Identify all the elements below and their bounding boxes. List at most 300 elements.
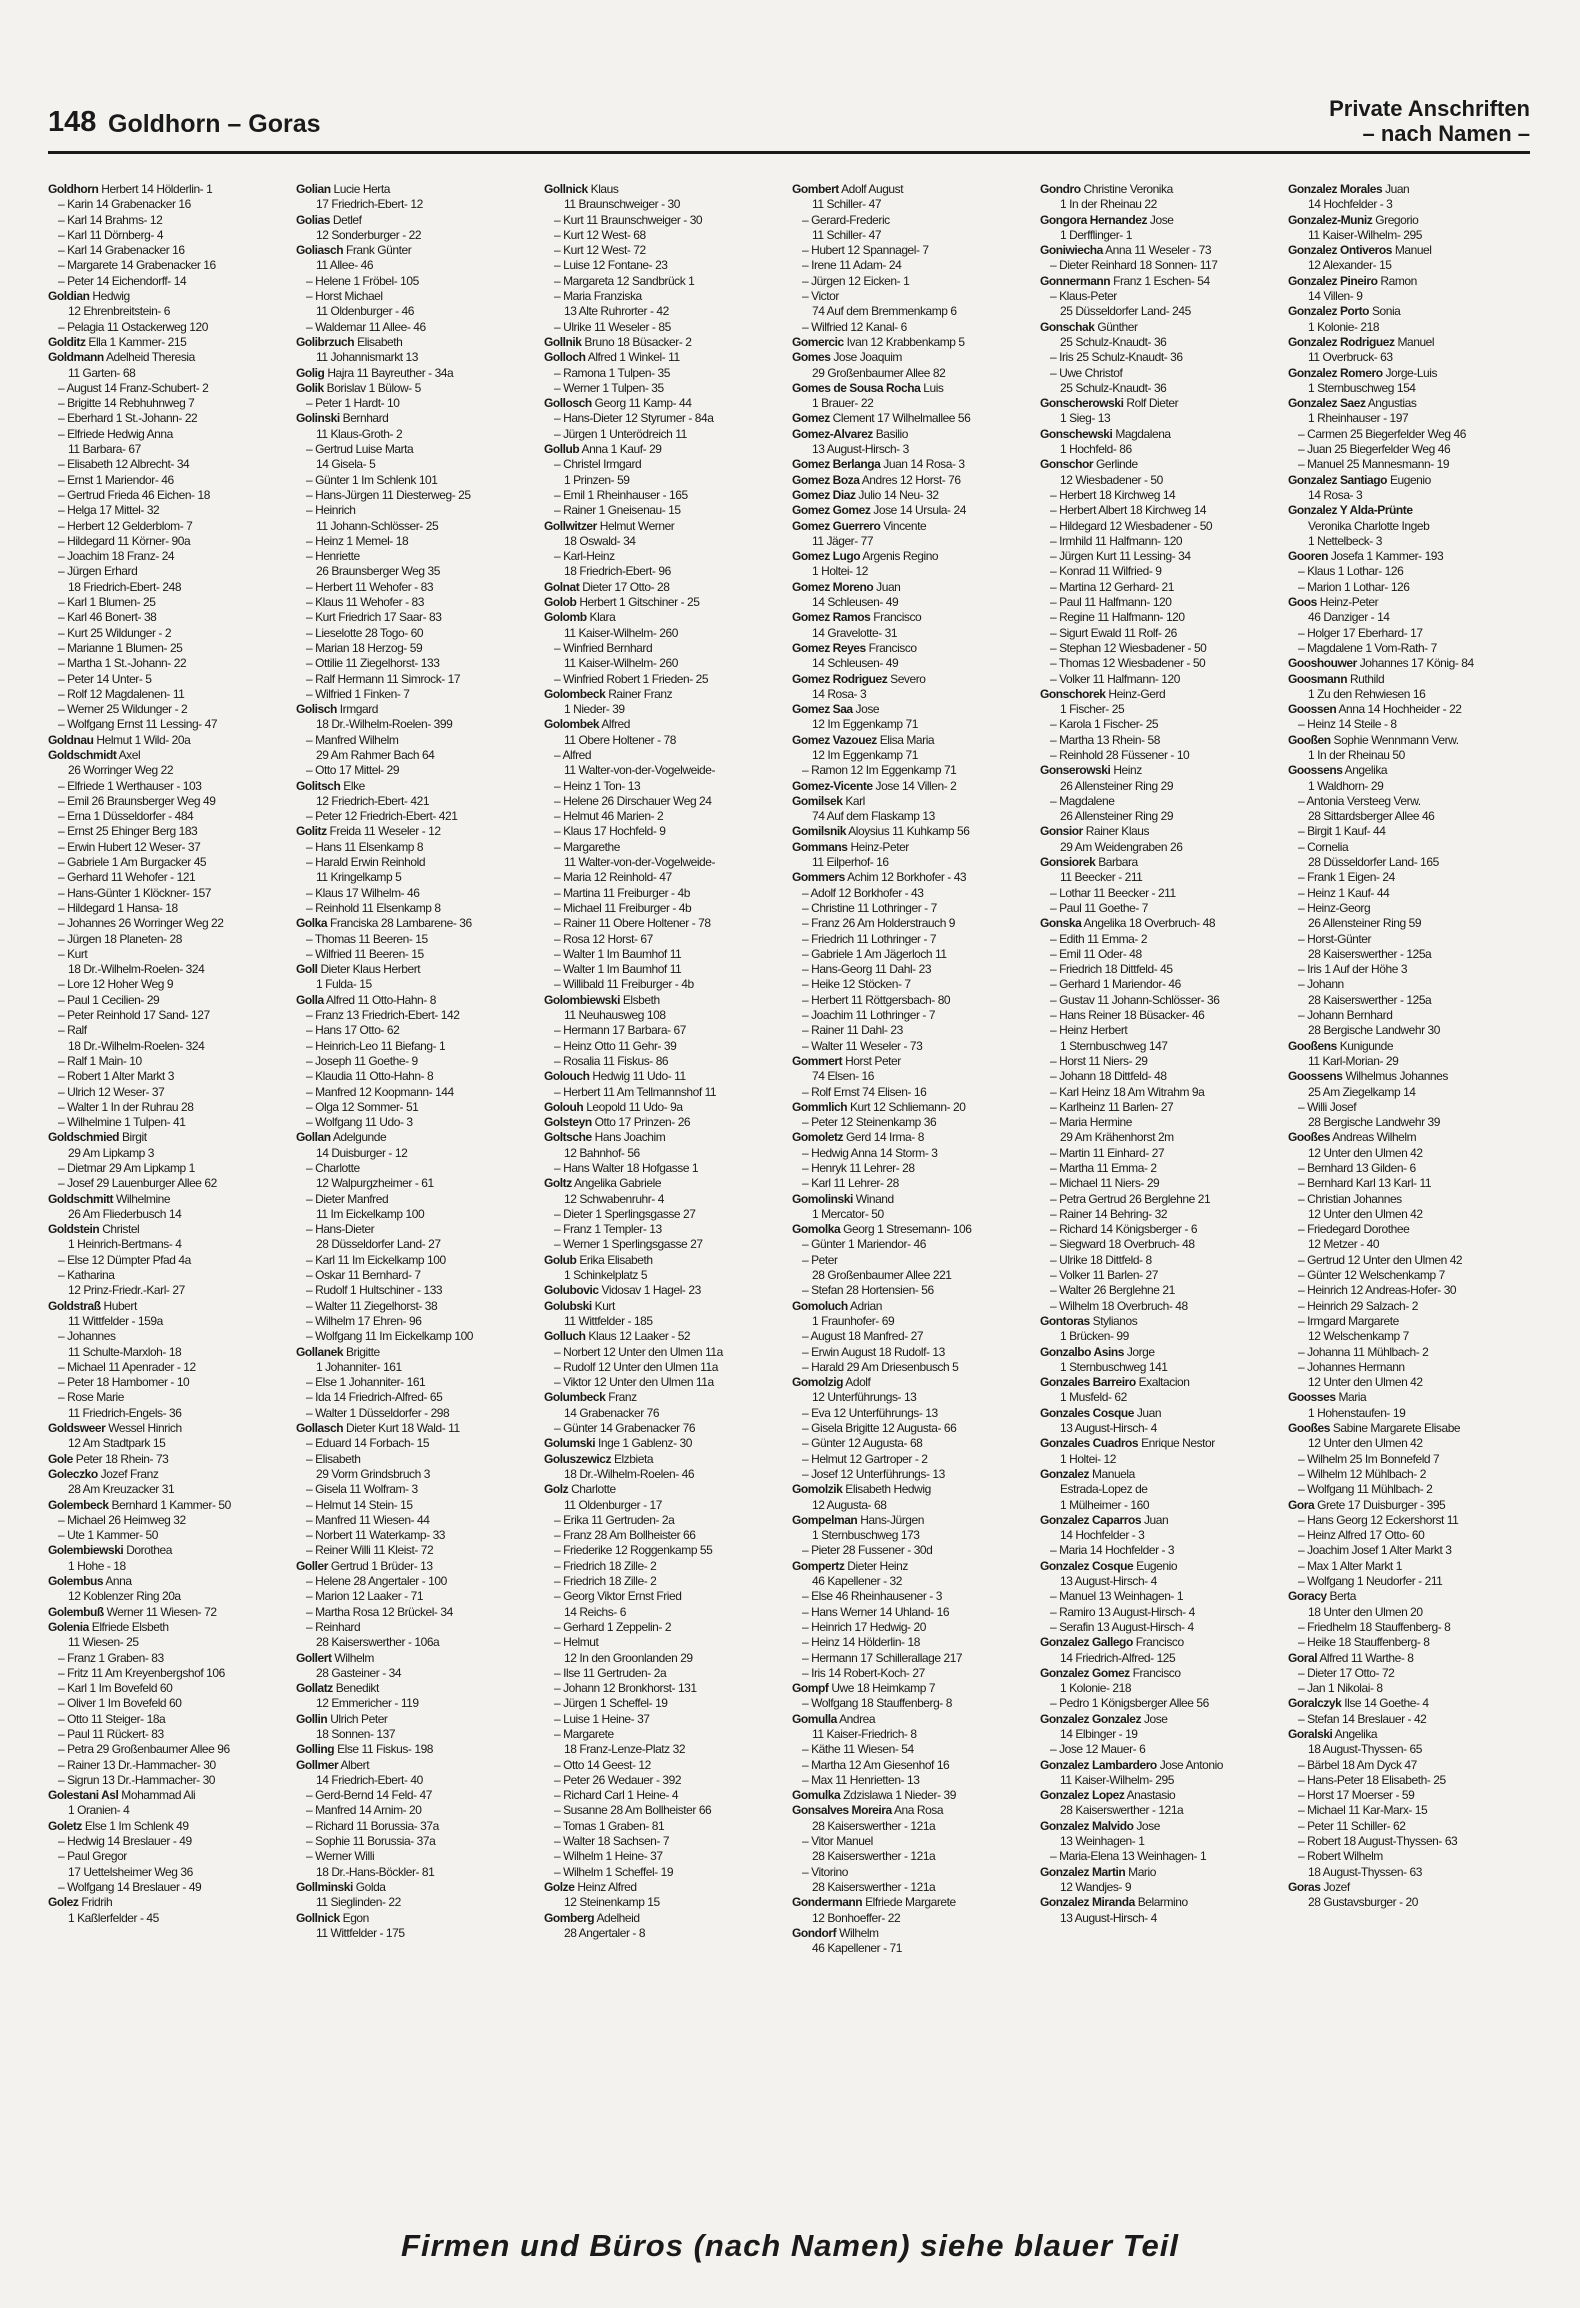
entry-details: – Heinz-Georg [1298, 900, 1371, 915]
entry-surname: Gomolinski [792, 1191, 853, 1206]
entry-details: – Gerd-Bernd 14 Feld- 47 [306, 1788, 432, 1803]
directory-entry [792, 1895, 1034, 1910]
entry-details: Ramon [1380, 273, 1417, 288]
directory-entry [544, 1727, 786, 1742]
directory-entry [792, 274, 1034, 289]
directory-entry [1288, 534, 1530, 549]
directory-entry [48, 1436, 290, 1451]
directory-entry [296, 947, 538, 962]
directory-entry [1040, 1360, 1282, 1375]
entry-details: Eugenio [1136, 1558, 1178, 1573]
entry-details: – Peter Reinhold 17 Sand- 127 [58, 1008, 210, 1023]
entry-details: 29 Am Weidengraben 26 [1060, 839, 1183, 854]
directory-entry [1040, 1176, 1282, 1191]
entry-details: – Maria 14 Hochfelder - 3 [1050, 1543, 1175, 1558]
entry-details: Ivan 12 Krabbenkamp 5 [846, 334, 965, 349]
entry-surname: Gonsiorek [1040, 855, 1096, 870]
directory-entry [296, 916, 538, 931]
directory-entry [296, 1742, 538, 1757]
entry-surname: Gompertz [792, 1558, 845, 1573]
directory-entry [792, 1803, 1034, 1818]
directory-entry [296, 1115, 538, 1130]
entry-details: 28 Bergische Landwehr 39 [1308, 1115, 1440, 1130]
entry-details: – Max 1 Alter Markt 1 [1298, 1558, 1402, 1573]
entry-details: – Else 1 Johanniter- 161 [306, 1375, 426, 1390]
entry-surname: Gonzalez [1040, 1466, 1090, 1481]
entry-surname: Golisch [296, 702, 337, 717]
directory-entry [792, 243, 1034, 258]
directory-entry [1288, 411, 1530, 426]
directory-entry [792, 1849, 1034, 1864]
entry-surname: Golluch [544, 1329, 586, 1344]
entry-surname: Gooßen [1288, 732, 1331, 747]
directory-entry [296, 1039, 538, 1054]
directory-entry [1040, 1452, 1282, 1467]
entry-details: – Franz 13 Friedrich-Ebert- 142 [306, 1008, 460, 1023]
entry-surname: Gomez Diaz [792, 487, 856, 502]
directory-entry [1040, 580, 1282, 595]
directory-entry [544, 1299, 786, 1314]
directory-entry [792, 947, 1034, 962]
directory-entry [48, 1161, 290, 1176]
entry-details: – Gerhard 1 Zeppelin- 2 [554, 1619, 672, 1634]
entry-details: Juan [1385, 182, 1410, 196]
entry-surname: Goossens [1288, 763, 1343, 778]
entry-details: – August 18 Manfred- 27 [802, 1329, 924, 1344]
directory-entry [48, 1911, 290, 1926]
directory-entry [544, 1176, 786, 1191]
directory-entry [1288, 779, 1530, 794]
directory-entry [296, 1436, 538, 1451]
entry-details: – Michael 11 Kar-Marx- 15 [1298, 1803, 1428, 1818]
entry-details: Frank Günter [345, 243, 412, 258]
directory-entry [1040, 519, 1282, 534]
directory-entry [48, 503, 290, 518]
directory-entry [1288, 182, 1530, 197]
entry-details: 12 Am Stadtpark 15 [68, 1436, 166, 1451]
directory-entry [792, 549, 1034, 564]
directory-entry [544, 672, 786, 687]
entry-details: 11 Kaiser-Wilhelm- 295 [1060, 1772, 1174, 1787]
directory-entry [1288, 1681, 1530, 1696]
directory-entry [1040, 870, 1282, 885]
entry-surname: Golob [544, 595, 577, 610]
entry-details: – Peter 14 Unter- 5 [58, 671, 152, 686]
directory-entry [544, 1681, 786, 1696]
directory-entry [48, 1467, 290, 1482]
entry-details: Borislav 1 Bülow- 5 [326, 380, 421, 395]
entry-details: – Else 46 Rheinhausener - 3 [802, 1589, 942, 1604]
entry-details: – Herbert Albert 18 Kirchweg 14 [1050, 503, 1207, 518]
directory-entry [48, 1528, 290, 1543]
entry-details: 14 Schleusen- 49 [812, 656, 899, 671]
entry-surname: Gollatz [296, 1681, 333, 1696]
directory-entry [544, 304, 786, 319]
directory-entry [48, 977, 290, 992]
directory-entry [1040, 366, 1282, 381]
directory-entry [544, 1283, 786, 1298]
entry-details: – Manuel 13 Weinhagen- 1 [1050, 1589, 1184, 1604]
directory-entry [544, 1498, 786, 1513]
entry-details: – Karl 14 Brahms- 12 [58, 212, 163, 227]
entry-details: Birgit [121, 1130, 147, 1145]
entry-details: 11 Karl-Morian- 29 [1308, 1053, 1399, 1068]
directory-entry [792, 1115, 1034, 1130]
entry-details: 11 Kaiser-Wilhelm- 260 [564, 625, 678, 640]
entry-details: – Gertrud 12 Unter den Ulmen 42 [1298, 1252, 1463, 1267]
entry-surname: Golenia [48, 1619, 89, 1634]
entry-surname: Golditz [48, 334, 86, 349]
entry-details: Alfred 11 Warthe- 8 [1319, 1650, 1414, 1665]
directory-entry [1040, 1482, 1282, 1497]
entry-surname: Gonzalez Saez [1288, 396, 1366, 411]
entry-details: 1 Sternbuschweg 154 [1308, 380, 1416, 395]
entry-details: Manuel [1394, 243, 1432, 258]
directory-entry [48, 1039, 290, 1054]
entry-details: Aloysius 11 Kuhkamp 56 [848, 824, 970, 839]
directory-entry [296, 1345, 538, 1360]
entry-details: 14 Villen- 9 [1308, 289, 1363, 304]
directory-entry [48, 1620, 290, 1635]
entry-details: Angelika [1344, 763, 1388, 778]
entry-details: – Winfried Robert 1 Frieden- 25 [554, 671, 709, 686]
entry-details: – Karl 11 Lehrer- 28 [802, 1176, 899, 1191]
entry-surname: Gomilsek [792, 793, 843, 808]
directory-entry [296, 1314, 538, 1329]
entry-details: 1 Hohenstaufen- 19 [1308, 1405, 1406, 1420]
directory-entry [48, 442, 290, 457]
entry-details: Rainer Klaus [1085, 824, 1150, 839]
entry-details: – Herbert 11 Am Tellmannshof 11 [554, 1084, 717, 1099]
entry-details: – Rainer 11 Obere Holtener - 78 [554, 916, 711, 931]
entry-details: – Friedegard Dorothee [1298, 1222, 1410, 1237]
entry-details: Manuela [1091, 1466, 1135, 1481]
entry-surname: Gollnick [544, 182, 588, 196]
directory-entry [1040, 1696, 1282, 1711]
entry-details: 12 Ehrenbreitstein- 6 [68, 304, 170, 319]
directory-entry [792, 1452, 1034, 1467]
entry-details: – Peter 11 Schiller- 62 [1298, 1818, 1406, 1833]
directory-entry [48, 1069, 290, 1084]
entry-details: – Paul 1 Cecilien- 29 [58, 992, 160, 1007]
entry-details: 1 Kolonie- 218 [1060, 1681, 1132, 1696]
entry-surname: Gomolzig [792, 1375, 844, 1390]
directory-entry [1040, 1819, 1282, 1834]
entry-details: – Wilhelm 1 Heine- 37 [554, 1849, 663, 1864]
directory-entry [48, 1635, 290, 1650]
entry-surname: Gonzalez Gonzalez [1040, 1711, 1142, 1726]
entry-details: – Peter [802, 1252, 838, 1267]
entry-details: Sophie Wennmann Verw. [1333, 732, 1459, 747]
directory-entry [296, 672, 538, 687]
directory-entry [296, 763, 538, 778]
entry-surname: Goleczko [48, 1466, 98, 1481]
entry-surname: Gommans [792, 839, 848, 854]
entry-details: – Kurt 12 West- 68 [554, 227, 646, 242]
entry-details: Rainer Franz [608, 686, 673, 701]
entry-details: 11 Neuhausweg 108 [564, 1008, 666, 1023]
entry-details: – Karl 1 Im Bovefeld 60 [58, 1681, 173, 1696]
entry-surname: Gomez Boza [792, 472, 860, 487]
directory-entry [1040, 595, 1282, 610]
entry-details: Andreas Wilhelm [1332, 1130, 1417, 1145]
entry-surname: Gonzalez Santiago [1288, 472, 1388, 487]
directory-entry [296, 335, 538, 350]
entry-details: 14 Gravelotte- 31 [812, 625, 898, 640]
entry-details: Georg 1 Stresemann- 106 [843, 1222, 972, 1237]
entry-details: 1 In der Rheinau 22 [1060, 197, 1157, 212]
entry-surname: Goracy [1288, 1589, 1327, 1604]
entry-surname: Gonzalez Romero [1288, 365, 1383, 380]
directory-entry [792, 672, 1034, 687]
directory-entry [1288, 1008, 1530, 1023]
entry-details: – Dieter 1 Sperlingsgasse 27 [554, 1206, 696, 1221]
entry-details: 1 Fulda- 15 [316, 977, 372, 992]
directory-entry [1040, 320, 1282, 335]
directory-entry [48, 1100, 290, 1115]
entry-details: – Pedro 1 Königsberger Allee 56 [1050, 1696, 1209, 1711]
entry-details: – Helga 17 Mittel- 32 [58, 503, 160, 518]
entry-details: – Karl 11 Dörnberg- 4 [58, 227, 164, 242]
entry-details: 1 Hohe - 18 [68, 1558, 126, 1573]
entry-details: 28 Angertaler - 8 [564, 1925, 646, 1940]
directory-entry [1040, 1253, 1282, 1268]
entry-details: – Reinhold 11 Elsenkamp 8 [306, 900, 441, 915]
directory-entry [1288, 549, 1530, 564]
directory-entry [48, 1283, 290, 1298]
entry-details: 12 Unter den Ulmen 42 [1308, 1375, 1423, 1390]
entry-details: – Martina 11 Freiburger - 4b [554, 885, 690, 900]
directory-entry [1288, 840, 1530, 855]
entry-details: 28 Kaiserswerther - 121a [812, 1879, 936, 1894]
entry-surname: Gollub [544, 442, 580, 457]
entry-details: 11 Im Eickelkamp 100 [316, 1206, 425, 1221]
directory-entry [48, 656, 290, 671]
directory-column-6 [1288, 182, 1530, 2204]
directory-entry [1288, 1436, 1530, 1451]
entry-surname: Gomoletz [792, 1130, 844, 1145]
directory-entry [296, 1666, 538, 1681]
directory-entry [544, 1436, 786, 1451]
directory-entry [792, 488, 1034, 503]
directory-entry [1040, 1742, 1282, 1757]
entry-details: – Margareta 12 Sandbrück 1 [554, 273, 695, 288]
entry-details: – Jürgen Erhard [58, 564, 138, 579]
directory-entry [1040, 672, 1282, 687]
directory-entry [48, 320, 290, 335]
directory-entry [792, 1620, 1034, 1635]
entry-details: 12 Unterführungs- 13 [812, 1390, 917, 1405]
entry-surname: Gollminski [296, 1879, 353, 1894]
entry-surname: Golomb [544, 610, 587, 625]
entry-details: – Walter 1 Im Baumhof 11 [554, 946, 682, 961]
entry-details: – Günter 1 Mariendor- 46 [802, 1237, 926, 1252]
entry-details: Berta [1329, 1589, 1356, 1604]
entry-details: – Manfred 11 Wiesen- 44 [306, 1512, 430, 1527]
directory-entry [544, 442, 786, 457]
entry-details: – Erwin Hubert 12 Weser- 37 [58, 839, 201, 854]
directory-entry [1040, 1207, 1282, 1222]
entry-details: 11 Schiller- 47 [812, 227, 882, 242]
entry-details: – Jürgen Kurt 11 Lessing- 34 [1050, 549, 1191, 564]
directory-entry [296, 779, 538, 794]
entry-surname: Gonzalez-Muniz [1288, 212, 1373, 227]
directory-entry [792, 610, 1034, 625]
directory-entry [544, 1345, 786, 1360]
directory-entry [792, 1039, 1034, 1054]
entry-details: 13 Alte Ruhrorter - 42 [564, 304, 669, 319]
entry-surname: Goldmann [48, 350, 104, 365]
entry-surname: Gongora Hernandez [1040, 212, 1148, 227]
entry-details: 11 Overbruck- 63 [1308, 350, 1393, 365]
entry-details: – Klaus 1 Lothar- 126 [1298, 564, 1404, 579]
entry-details: – Olga 12 Sommer- 51 [306, 1099, 419, 1114]
directory-entry [1040, 794, 1282, 809]
entry-details: Clement 17 Wilhelmallee 56 [832, 411, 971, 426]
entry-details: – Robert 1 Alter Markt 3 [58, 1069, 174, 1084]
directory-entry [544, 901, 786, 916]
entry-surname: Gomez Rodriguez [792, 671, 888, 686]
entry-details: – Irene 11 Adam- 24 [802, 258, 902, 273]
directory-entry [1288, 656, 1530, 671]
directory-entry [1040, 1329, 1282, 1344]
entry-details: – Horst 17 Moerser - 59 [1298, 1788, 1415, 1803]
directory-entry [792, 228, 1034, 243]
entry-details: 14 Friedrich-Alfred- 125 [1060, 1650, 1176, 1665]
entry-details: 74 Auf dem Flaskamp 13 [812, 809, 935, 824]
directory-entry [544, 396, 786, 411]
entry-surname: Golze [544, 1879, 575, 1894]
entry-details: – Joachim 11 Lothringer - 7 [802, 1008, 936, 1023]
entry-surname: Goldnau [48, 732, 94, 747]
directory-entry [296, 1895, 538, 1910]
directory-entry [544, 1926, 786, 1941]
directory-entry [544, 1742, 786, 1757]
directory-entry [544, 1651, 786, 1666]
entry-surname: Goldstraß [48, 1298, 101, 1313]
entry-details: Franz 1 Eschen- 54 [1113, 273, 1210, 288]
directory-entry [1288, 503, 1530, 518]
entry-details: – Rudolf 12 Unter den Ulmen 11a [554, 1359, 718, 1374]
directory-entry [296, 1681, 538, 1696]
directory-entry [1040, 717, 1282, 732]
entry-details: – Richard Carl 1 Heine- 4 [554, 1788, 679, 1803]
entry-surname: Gompf [792, 1681, 829, 1696]
directory-entry [1288, 243, 1530, 258]
entry-details: – Konrad 11 Wilfried- 9 [1050, 564, 1162, 579]
directory-entry [792, 748, 1034, 763]
entry-details: – Peter 18 Hambomer - 10 [58, 1375, 190, 1390]
entry-surname: Gora [1288, 1497, 1315, 1512]
directory-entry [544, 1834, 786, 1849]
directory-entry [544, 733, 786, 748]
directory-entry [1040, 1758, 1282, 1773]
directory-entry [544, 1635, 786, 1650]
entry-details: – Magdalene 1 Vom-Rath- 7 [1298, 640, 1437, 655]
directory-entry [48, 794, 290, 809]
entry-details: Barbara [1098, 855, 1138, 870]
directory-entry [1288, 687, 1530, 702]
directory-entry [1288, 1253, 1530, 1268]
directory-entry [296, 1849, 538, 1864]
directory-entry [544, 1773, 786, 1788]
entry-details: 12 Im Eggenkamp 71 [812, 747, 918, 762]
directory-entry [48, 274, 290, 289]
directory-entry [296, 457, 538, 472]
directory-entry [296, 962, 538, 977]
entry-details: Stylianos [1092, 1313, 1138, 1328]
entry-details: – Heinz 1 Kauf- 44 [1298, 885, 1390, 900]
directory-entry [1040, 641, 1282, 656]
directory-entry [48, 1146, 290, 1161]
directory-entry [792, 1283, 1034, 1298]
entry-surname: Goralski [1288, 1726, 1333, 1741]
entry-details: 14 Friedrich-Ebert- 40 [316, 1772, 423, 1787]
directory-entry [48, 1788, 290, 1803]
entry-details: – Wilfried 1 Finken- 7 [306, 686, 410, 701]
entry-details: – Else 12 Dümpter Pfad 4a [58, 1252, 191, 1267]
directory-entry [544, 748, 786, 763]
directory-entry [544, 427, 786, 442]
entry-details: Hans Joachim [594, 1130, 666, 1145]
directory-entry [1288, 1299, 1530, 1314]
entry-details: Jose Joaquim [833, 350, 902, 365]
directory-entry [544, 886, 786, 901]
directory-entry [544, 656, 786, 671]
directory-entry [296, 1390, 538, 1405]
entry-details: – Friederike 12 Roggenkamp 55 [554, 1543, 713, 1558]
directory-entry [792, 1069, 1034, 1084]
entry-details: – Rudolf 1 Hultschiner - 133 [306, 1283, 443, 1298]
directory-entry [792, 1651, 1034, 1666]
entry-details: 14 Gisela- 5 [316, 457, 376, 472]
entry-details: – Johann Bernhard [1298, 1008, 1393, 1023]
directory-entry [296, 1773, 538, 1788]
entry-details: Francisco [1135, 1635, 1184, 1650]
directory-entry [48, 1192, 290, 1207]
directory-entry [1288, 1390, 1530, 1405]
directory-entry [48, 457, 290, 472]
entry-details: – Eduard 14 Forbach- 15 [306, 1436, 430, 1451]
entry-details: – Käthe 11 Wiesen- 54 [802, 1742, 914, 1757]
directory-entry [48, 779, 290, 794]
entry-surname: Gomes de Sousa Rocha [792, 380, 921, 395]
directory-entry [48, 1375, 290, 1390]
entry-details: 11 Garten- 68 [68, 365, 136, 380]
entry-surname: Goras [1288, 1879, 1321, 1894]
entry-details: Inge 1 Gablenz- 30 [597, 1436, 692, 1451]
directory-entry [48, 1130, 290, 1145]
entry-details: 12 Bahnhof- 56 [564, 1145, 640, 1160]
entry-surname: Golouh [544, 1099, 584, 1114]
entry-surname: Gomolka [792, 1222, 841, 1237]
directory-entry [544, 1559, 786, 1574]
directory-entry [792, 1788, 1034, 1803]
directory-entry [1288, 1283, 1530, 1298]
directory-entry [792, 794, 1034, 809]
entry-details: – Victor [802, 289, 839, 304]
directory-entry [1288, 320, 1530, 335]
entry-details: 12 Schwabenruhr- 4 [564, 1191, 664, 1206]
entry-details: Gerlinde [1095, 457, 1138, 472]
entry-details: – Wilhelmine 1 Tulpen- 41 [58, 1115, 186, 1130]
entry-details: – Johanna 11 Mühlbach- 2 [1298, 1344, 1429, 1359]
entry-details: 1 Prinzen- 59 [564, 472, 630, 487]
directory-entry [792, 1911, 1034, 1926]
entry-surname: Golembiewski [48, 1543, 124, 1558]
entry-details: – Wilfried 12 Kanal- 6 [802, 319, 907, 334]
directory-entry [1288, 1222, 1530, 1237]
